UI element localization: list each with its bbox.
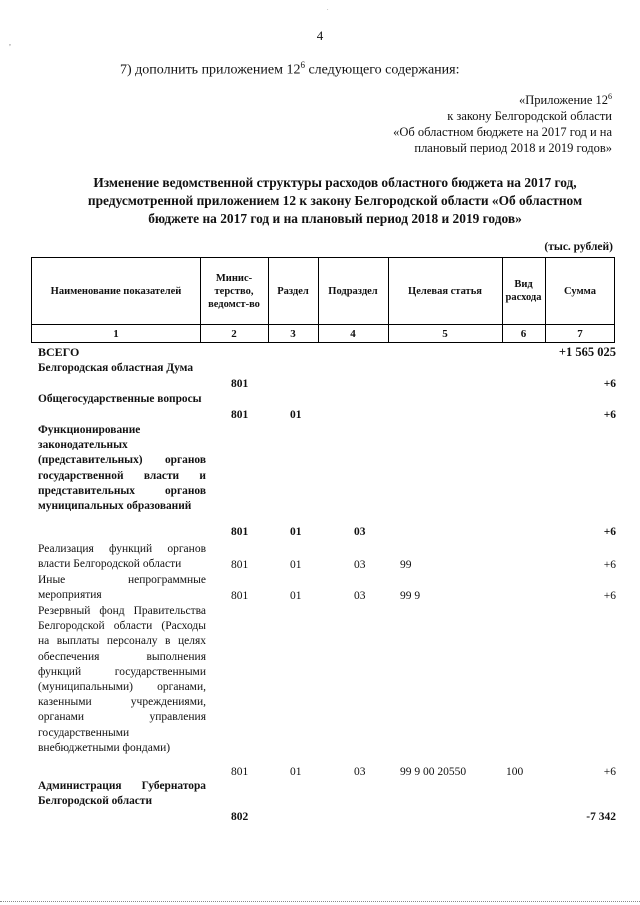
row-name: Резервный фонд Правительства Белгородской области (Расходы на выплаты персоналу в целях обеспечения выполнения функций государственными (муниципальными) органами, казенными учреждениями, органами управления государственными внебюджетными фондами) (38, 605, 206, 754)
row-section: 01 (290, 525, 302, 538)
row-section: 01 (290, 589, 302, 602)
intro-text: 7) дополнить приложением 12 (120, 62, 301, 78)
row-ministry: 801 (231, 408, 249, 421)
table-row (38, 392, 616, 423)
row-name: Функционирование законодательных (представительных) органов государственной власти и представительных органов муниципальных образований (38, 424, 206, 513)
appendix-line: плановый период 2018 и 2019 годов» (414, 141, 612, 156)
column-number: 6 (520, 328, 527, 340)
row-sum: +6 (603, 765, 616, 778)
row-ministry: 801 (231, 558, 249, 571)
row-sum: +1 565 025 (558, 344, 616, 359)
row-sum: +6 (603, 525, 616, 538)
header-cell-sum: Сумма (564, 285, 596, 297)
row-sum: +6 (603, 558, 616, 571)
row-name: Администрация Губернатора Белгородской области (38, 780, 206, 808)
column-number: 1 (113, 328, 119, 340)
appendix-superscript: 6 (608, 92, 612, 101)
appendix-line: к закону Белгородской области (447, 109, 612, 124)
row-name: Общегосударственные вопросы (38, 393, 202, 405)
table-row (38, 779, 616, 825)
table-row (38, 361, 616, 392)
table-row (38, 604, 616, 780)
header-cell-ministry: Минис-терство, ведомст-во (208, 272, 260, 310)
scan-mark: , (9, 38, 11, 47)
row-sum: +6 (603, 377, 616, 390)
header-cell-subsection: Подраздел (328, 285, 378, 297)
table-row-total (38, 345, 616, 360)
header-cell-section: Раздел (277, 285, 309, 297)
row-ministry: 801 (231, 765, 249, 778)
row-ministry: 801 (231, 377, 249, 390)
column-number: 7 (577, 328, 583, 340)
appendix-reference (393, 89, 612, 156)
table-row (38, 573, 616, 604)
row-target: 99 9 (400, 589, 421, 602)
table-header (31, 257, 615, 343)
column-number: 3 (290, 328, 296, 340)
units-label: (тыс. рублей) (544, 241, 613, 253)
intro-superscript: 6 (300, 60, 305, 70)
scan-speck: . (327, 6, 329, 12)
row-name: Реализация функций органов власти Белгородской области (38, 543, 206, 571)
row-name: Иные непрограммные мероприятия (38, 574, 206, 602)
appendix-line: «Об областном бюджете на 2017 год и на (393, 125, 612, 140)
row-section: 01 (290, 765, 302, 778)
table-row (38, 423, 616, 540)
column-number: 2 (231, 328, 237, 340)
page-number: 4 (316, 28, 324, 43)
row-ministry: 801 (231, 525, 249, 538)
appendix-line: «Приложение $12^6$ (519, 92, 612, 108)
row-ministry: 802 (231, 810, 249, 823)
intro-text-end: следующего содержания: (304, 62, 460, 78)
row-name: ВСЕГО (38, 345, 80, 359)
page-bottom-edge (0, 901, 640, 902)
header-cell-name: Наименование показателей (50, 285, 182, 297)
column-number: 4 (350, 328, 356, 340)
column-number: 5 (442, 328, 448, 340)
header-cell-type: Вид расхода (505, 279, 542, 303)
header-cell-target: Целевая статья (408, 285, 482, 297)
table-row (38, 542, 616, 573)
row-subsection: 03 (354, 525, 366, 538)
row-name: Белгородская областная Дума (38, 362, 194, 374)
intro-paragraph (120, 60, 460, 79)
row-ministry: 801 (231, 589, 249, 602)
document-title: Изменение ведомственной структуры расходов областного бюджета на 2017 год, предусмотренной приложением 12 к закону Белгородской области «Об областном бюджете на 2017 год и на плановый период 2018 и 2019 годов» (87, 175, 583, 226)
row-sum: -7 342 (586, 810, 616, 823)
row-target: 99 9 00 20550 (400, 765, 467, 778)
row-sum: +6 (603, 589, 616, 602)
row-expense-type: 100 (506, 765, 524, 778)
row-target: 99 (400, 558, 412, 571)
row-sum: +6 (603, 408, 616, 421)
row-subsection: 03 (354, 765, 366, 778)
row-subsection: 03 (354, 558, 366, 571)
row-section: 01 (290, 558, 302, 571)
row-subsection: 03 (354, 589, 366, 602)
row-section: 01 (290, 408, 302, 421)
